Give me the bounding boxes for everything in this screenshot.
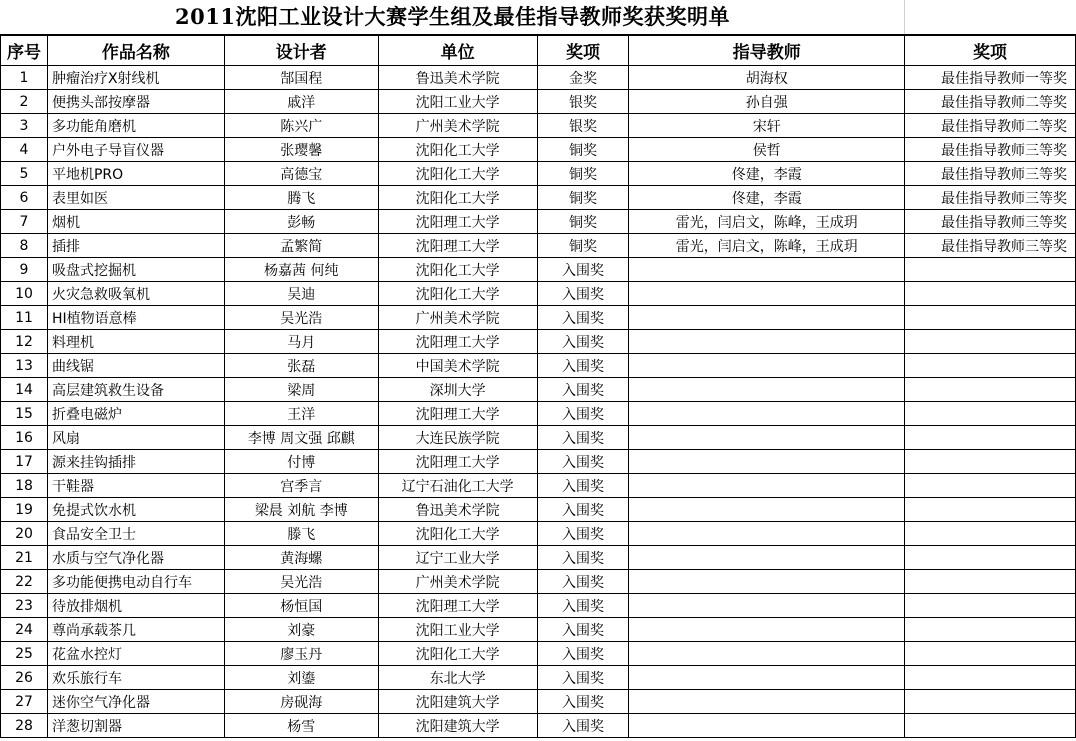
cell-no[interactable]: 27 — [1, 690, 48, 714]
cell-work[interactable]: 高层建筑救生设备 — [47, 378, 224, 402]
table-row — [1, 306, 1076, 330]
cell-unit[interactable]: 辽宁工业大学 — [378, 546, 537, 570]
cell-award[interactable]: 入围奖 — [537, 450, 629, 474]
cell-no[interactable]: 23 — [1, 594, 48, 618]
cell-teacher[interactable] — [629, 642, 905, 666]
cell-teacher-award[interactable] — [905, 450, 1076, 474]
table-row — [1, 282, 1076, 306]
cell-teacher[interactable] — [629, 666, 905, 690]
cell-designer[interactable]: 宫季言 — [224, 474, 378, 498]
cell-teacher-award[interactable] — [905, 258, 1076, 282]
cell-no[interactable]: 17 — [1, 450, 48, 474]
cell-work[interactable]: 插排 — [47, 234, 224, 258]
cell-work[interactable]: 户外电子导盲仪器 — [47, 138, 224, 162]
cell-work[interactable]: 干鞋器 — [47, 474, 224, 498]
cell-unit[interactable]: 沈阳化工大学 — [378, 642, 537, 666]
cell-teacher[interactable] — [629, 474, 905, 498]
table-row — [1, 354, 1076, 378]
cell-award[interactable]: 金奖 — [537, 66, 629, 90]
cell-teacher-award[interactable] — [905, 474, 1076, 498]
cell-teacher-award[interactable] — [905, 402, 1076, 426]
cell-teacher[interactable]: 雷光，闫启文，陈峰，王成玥 — [629, 234, 905, 258]
cell-teacher-award[interactable]: 最佳指导教师三等奖 — [905, 210, 1076, 234]
cell-teacher[interactable] — [629, 450, 905, 474]
cell-teacher[interactable] — [629, 258, 905, 282]
cell-award[interactable]: 入围奖 — [537, 618, 629, 642]
header-teacher[interactable]: 指导教师 — [629, 36, 905, 66]
table-row — [1, 546, 1076, 570]
cell-unit[interactable]: 广州美术学院 — [378, 114, 537, 138]
cell-teacher[interactable]: 佟建，李霞 — [629, 162, 905, 186]
cell-work[interactable]: 折叠电磁炉 — [47, 402, 224, 426]
cell-unit[interactable]: 深圳大学 — [378, 378, 537, 402]
cell-work[interactable]: 欢乐旅行车 — [47, 666, 224, 690]
cell-teacher[interactable]: 宋轩 — [629, 114, 905, 138]
cell-no[interactable]: 26 — [1, 666, 48, 690]
cell-teacher[interactable] — [629, 330, 905, 354]
cell-teacher-award[interactable] — [905, 354, 1076, 378]
header-designer[interactable]: 设计者 — [224, 36, 378, 66]
cell-no[interactable]: 7 — [1, 210, 48, 234]
cell-designer[interactable]: 黄海螺 — [224, 546, 378, 570]
cell-designer[interactable]: 陈兴广 — [224, 114, 378, 138]
cell-designer[interactable]: 戚洋 — [224, 90, 378, 114]
cell-award[interactable]: 铜奖 — [537, 138, 629, 162]
cell-no[interactable]: 12 — [1, 330, 48, 354]
cell-no[interactable]: 16 — [1, 426, 48, 450]
table-row — [1, 522, 1076, 546]
cell-teacher-award[interactable] — [905, 690, 1076, 714]
cell-unit[interactable]: 鲁迅美术学院 — [378, 498, 537, 522]
cell-no[interactable]: 11 — [1, 306, 48, 330]
cell-teacher[interactable]: 侯哲 — [629, 138, 905, 162]
cell-designer[interactable]: 彭畅 — [224, 210, 378, 234]
cell-unit[interactable]: 沈阳化工大学 — [378, 138, 537, 162]
cell-teacher[interactable]: 雷光，闫启文，陈峰，王成玥 — [629, 210, 905, 234]
cell-work[interactable]: 水质与空气净化器 — [47, 546, 224, 570]
cell-unit[interactable]: 沈阳理工大学 — [378, 234, 537, 258]
cell-teacher-award[interactable] — [905, 594, 1076, 618]
cell-award[interactable]: 入围奖 — [537, 714, 629, 738]
cell-no[interactable]: 28 — [1, 714, 48, 738]
cell-unit[interactable]: 沈阳理工大学 — [378, 594, 537, 618]
cell-award[interactable]: 入围奖 — [537, 570, 629, 594]
cell-designer[interactable]: 高德宝 — [224, 162, 378, 186]
table-row — [1, 114, 1076, 138]
awards-table — [0, 35, 1076, 738]
cell-award[interactable]: 入围奖 — [537, 306, 629, 330]
cell-designer[interactable]: 杨嘉茜 何纯 — [224, 258, 378, 282]
cell-teacher-award[interactable] — [905, 714, 1076, 738]
cell-teacher-award[interactable] — [905, 546, 1076, 570]
cell-designer[interactable]: 吴光浩 — [224, 306, 378, 330]
cell-unit[interactable]: 鲁迅美术学院 — [378, 66, 537, 90]
cell-award[interactable]: 入围奖 — [537, 594, 629, 618]
cell-no[interactable]: 1 — [1, 66, 48, 90]
cell-award[interactable]: 入围奖 — [537, 642, 629, 666]
cell-work[interactable]: 尊尚承载茶几 — [47, 618, 224, 642]
cell-work[interactable]: 源来挂钩插排 — [47, 450, 224, 474]
cell-teacher[interactable] — [629, 306, 905, 330]
cell-award[interactable]: 入围奖 — [537, 282, 629, 306]
cell-award[interactable]: 入围奖 — [537, 546, 629, 570]
cell-designer[interactable]: 刘豪 — [224, 618, 378, 642]
cell-award[interactable]: 入围奖 — [537, 330, 629, 354]
table-row — [1, 666, 1076, 690]
cell-work[interactable]: 待放排烟机 — [47, 594, 224, 618]
sheet-title: 2011沈阳工业设计大赛学生组及最佳指导教师奖获奖明单 — [175, 4, 730, 29]
cell-work[interactable]: 多功能便携电动自行车 — [47, 570, 224, 594]
cell-no[interactable]: 5 — [1, 162, 48, 186]
cell-work[interactable]: 风扇 — [47, 426, 224, 450]
cell-award[interactable]: 入围奖 — [537, 666, 629, 690]
header-award[interactable]: 奖项 — [537, 36, 629, 66]
cell-designer[interactable]: 腾飞 — [224, 186, 378, 210]
header-teacher-award[interactable]: 奖项 — [905, 36, 1076, 66]
cell-designer[interactable]: 李博 周文强 邱麒 — [224, 426, 378, 450]
cell-award[interactable]: 铜奖 — [537, 162, 629, 186]
cell-no[interactable]: 24 — [1, 618, 48, 642]
cell-no[interactable]: 20 — [1, 522, 48, 546]
table-row — [1, 594, 1076, 618]
cell-no[interactable]: 6 — [1, 186, 48, 210]
cell-award[interactable]: 铜奖 — [537, 234, 629, 258]
cell-award[interactable]: 铜奖 — [537, 186, 629, 210]
cell-unit[interactable]: 沈阳理工大学 — [378, 330, 537, 354]
cell-designer[interactable]: 梁晨 刘航 李博 — [224, 498, 378, 522]
cell-unit[interactable]: 广州美术学院 — [378, 570, 537, 594]
table-row — [1, 90, 1076, 114]
cell-work[interactable]: 花盆水控灯 — [47, 642, 224, 666]
table-row — [1, 186, 1076, 210]
cell-teacher-award[interactable] — [905, 282, 1076, 306]
table-row — [1, 570, 1076, 594]
cell-work[interactable]: 曲线锯 — [47, 354, 224, 378]
cell-teacher[interactable] — [629, 714, 905, 738]
cell-unit[interactable]: 沈阳理工大学 — [378, 450, 537, 474]
cell-teacher-award[interactable]: 最佳指导教师三等奖 — [905, 186, 1076, 210]
cell-no[interactable]: 18 — [1, 474, 48, 498]
cell-unit[interactable]: 沈阳化工大学 — [378, 522, 537, 546]
cell-award[interactable]: 入围奖 — [537, 498, 629, 522]
cell-no[interactable]: 25 — [1, 642, 48, 666]
cell-unit[interactable]: 沈阳理工大学 — [378, 402, 537, 426]
cell-teacher[interactable] — [629, 570, 905, 594]
cell-teacher[interactable] — [629, 426, 905, 450]
cell-unit[interactable]: 沈阳化工大学 — [378, 162, 537, 186]
cell-work[interactable]: HI植物语意棒 — [47, 306, 224, 330]
cell-teacher[interactable]: 佟建，李霞 — [629, 186, 905, 210]
cell-no[interactable]: 3 — [1, 114, 48, 138]
table-row — [1, 402, 1076, 426]
header-row — [1, 36, 1076, 66]
cell-designer[interactable]: 廖玉丹 — [224, 642, 378, 666]
cell-designer[interactable]: 孟繁简 — [224, 234, 378, 258]
header-unit[interactable]: 单位 — [378, 36, 537, 66]
cell-teacher-award[interactable]: 最佳指导教师二等奖 — [905, 114, 1076, 138]
table-row — [1, 234, 1076, 258]
cell-award[interactable]: 入围奖 — [537, 522, 629, 546]
cell-work[interactable]: 表里如医 — [47, 186, 224, 210]
cell-designer[interactable]: 杨雪 — [224, 714, 378, 738]
cell-award[interactable]: 入围奖 — [537, 378, 629, 402]
table-row — [1, 618, 1076, 642]
cell-unit[interactable]: 沈阳化工大学 — [378, 282, 537, 306]
cell-teacher[interactable] — [629, 690, 905, 714]
cell-designer[interactable]: 郜国程 — [224, 66, 378, 90]
cell-teacher-award[interactable] — [905, 378, 1076, 402]
cell-teacher-award[interactable]: 最佳指导教师一等奖 — [905, 66, 1076, 90]
cell-work[interactable]: 肿瘤治疗X射线机 — [47, 66, 224, 90]
cell-designer[interactable]: 吴迪 — [224, 282, 378, 306]
cell-teacher-award[interactable] — [905, 498, 1076, 522]
cell-award[interactable]: 入围奖 — [537, 258, 629, 282]
cell-teacher[interactable] — [629, 378, 905, 402]
cell-no[interactable]: 22 — [1, 570, 48, 594]
cell-teacher-award[interactable] — [905, 522, 1076, 546]
cell-teacher[interactable] — [629, 594, 905, 618]
cell-award[interactable]: 入围奖 — [537, 426, 629, 450]
cell-designer[interactable]: 张磊 — [224, 354, 378, 378]
cell-award[interactable]: 银奖 — [537, 90, 629, 114]
table-row — [1, 690, 1076, 714]
cell-teacher[interactable] — [629, 354, 905, 378]
cell-teacher[interactable] — [629, 282, 905, 306]
table-row — [1, 498, 1076, 522]
cell-teacher[interactable] — [629, 618, 905, 642]
cell-teacher[interactable]: 孙自强 — [629, 90, 905, 114]
cell-teacher-award[interactable] — [905, 330, 1076, 354]
cell-designer[interactable]: 滕飞 — [224, 522, 378, 546]
cell-no[interactable]: 19 — [1, 498, 48, 522]
cell-work[interactable]: 食品安全卫士 — [47, 522, 224, 546]
cell-work[interactable]: 吸盘式挖掘机 — [47, 258, 224, 282]
table-row — [1, 258, 1076, 282]
table-row — [1, 474, 1076, 498]
header-no[interactable]: 序号 — [1, 36, 48, 66]
cell-teacher[interactable] — [629, 402, 905, 426]
cell-no[interactable]: 4 — [1, 138, 48, 162]
cell-work[interactable]: 迷你空气净化器 — [47, 690, 224, 714]
cell-designer[interactable]: 刘鎏 — [224, 666, 378, 690]
title-row — [0, 0, 1076, 35]
cell-unit[interactable]: 广州美术学院 — [378, 306, 537, 330]
cell-work[interactable]: 烟机 — [47, 210, 224, 234]
table-row — [1, 714, 1076, 738]
cell-work[interactable]: 洋葱切割器 — [47, 714, 224, 738]
table-row — [1, 162, 1076, 186]
table-row — [1, 378, 1076, 402]
cell-work[interactable]: 料理机 — [47, 330, 224, 354]
table-row — [1, 66, 1076, 90]
cell-gridline — [904, 0, 905, 34]
cell-work[interactable]: 便携头部按摩器 — [47, 90, 224, 114]
table-row — [1, 138, 1076, 162]
cell-unit[interactable]: 沈阳化工大学 — [378, 186, 537, 210]
cell-unit[interactable]: 沈阳工业大学 — [378, 618, 537, 642]
cell-unit[interactable]: 辽宁石油化工大学 — [378, 474, 537, 498]
cell-no[interactable]: 21 — [1, 546, 48, 570]
cell-designer[interactable]: 付博 — [224, 450, 378, 474]
cell-unit[interactable]: 中国美术学院 — [378, 354, 537, 378]
cell-designer[interactable]: 房砚海 — [224, 690, 378, 714]
cell-no[interactable]: 10 — [1, 282, 48, 306]
cell-teacher[interactable] — [629, 498, 905, 522]
cell-no[interactable]: 13 — [1, 354, 48, 378]
cell-no[interactable]: 2 — [1, 90, 48, 114]
cell-unit[interactable]: 沈阳化工大学 — [378, 258, 537, 282]
cell-designer[interactable]: 吴光浩 — [224, 570, 378, 594]
cell-no[interactable]: 15 — [1, 402, 48, 426]
cell-unit[interactable]: 沈阳建筑大学 — [378, 714, 537, 738]
table-row — [1, 426, 1076, 450]
cell-unit[interactable]: 沈阳理工大学 — [378, 210, 537, 234]
cell-work[interactable]: 多功能角磨机 — [47, 114, 224, 138]
cell-teacher-award[interactable] — [905, 666, 1076, 690]
cell-no[interactable]: 14 — [1, 378, 48, 402]
cell-unit[interactable]: 沈阳建筑大学 — [378, 690, 537, 714]
cell-teacher-award[interactable] — [905, 426, 1076, 450]
cell-award[interactable]: 入围奖 — [537, 474, 629, 498]
cell-no[interactable]: 8 — [1, 234, 48, 258]
table-row — [1, 450, 1076, 474]
cell-work[interactable]: 免提式饮水机 — [47, 498, 224, 522]
cell-award[interactable]: 入围奖 — [537, 690, 629, 714]
cell-teacher-award[interactable] — [905, 570, 1076, 594]
cell-designer[interactable]: 张璎馨 — [224, 138, 378, 162]
cell-work[interactable]: 火灾急救吸氧机 — [47, 282, 224, 306]
cell-teacher-award[interactable]: 最佳指导教师二等奖 — [905, 90, 1076, 114]
cell-no[interactable]: 9 — [1, 258, 48, 282]
cell-teacher-award[interactable] — [905, 306, 1076, 330]
cell-designer[interactable]: 马月 — [224, 330, 378, 354]
cell-award[interactable]: 银奖 — [537, 114, 629, 138]
cell-designer[interactable]: 杨恒国 — [224, 594, 378, 618]
cell-work[interactable]: 平地机PRO — [47, 162, 224, 186]
cell-award[interactable]: 入围奖 — [537, 354, 629, 378]
cell-unit[interactable]: 大连民族学院 — [378, 426, 537, 450]
cell-teacher-award[interactable]: 最佳指导教师三等奖 — [905, 234, 1076, 258]
table-row — [1, 330, 1076, 354]
cell-teacher-award[interactable] — [905, 618, 1076, 642]
cell-teacher-award[interactable] — [905, 642, 1076, 666]
cell-teacher-award[interactable]: 最佳指导教师三等奖 — [905, 162, 1076, 186]
cell-unit[interactable]: 沈阳工业大学 — [378, 90, 537, 114]
cell-teacher[interactable] — [629, 546, 905, 570]
header-work[interactable]: 作品名称 — [47, 36, 224, 66]
cell-award[interactable]: 入围奖 — [537, 402, 629, 426]
cell-unit[interactable]: 东北大学 — [378, 666, 537, 690]
table-row — [1, 210, 1076, 234]
cell-designer[interactable]: 梁周 — [224, 378, 378, 402]
cell-teacher[interactable]: 胡海权 — [629, 66, 905, 90]
cell-teacher[interactable] — [629, 522, 905, 546]
cell-teacher-award[interactable]: 最佳指导教师三等奖 — [905, 138, 1076, 162]
cell-designer[interactable]: 王洋 — [224, 402, 378, 426]
table-row — [1, 642, 1076, 666]
cell-award[interactable]: 铜奖 — [537, 210, 629, 234]
